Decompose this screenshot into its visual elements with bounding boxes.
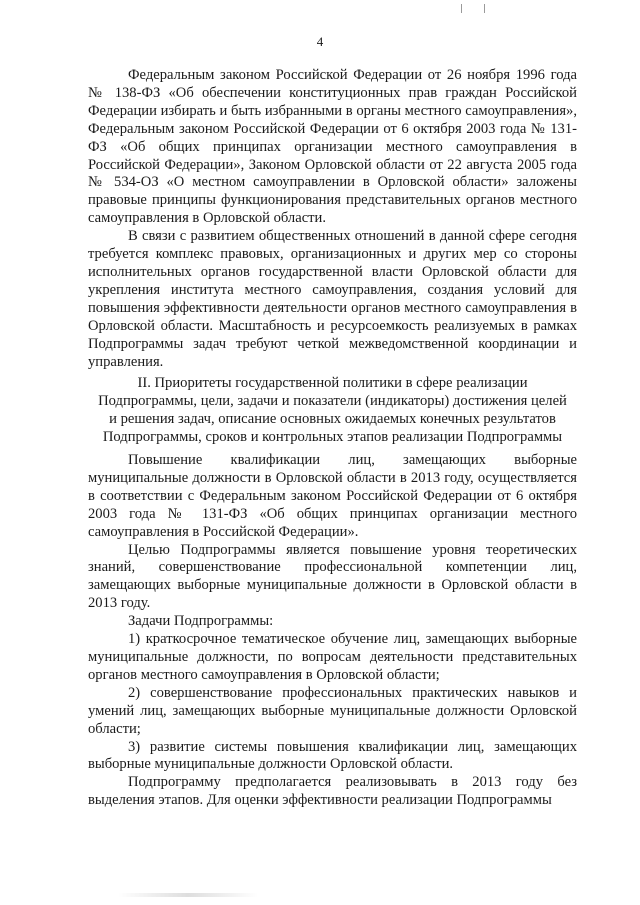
section-heading-line: Подпрограммы, цели, задачи и показатели (индикаторы) достижения целей — [98, 392, 567, 409]
section-heading-line: и решения задач, описание основных ожидаемых конечных результатов — [109, 410, 556, 427]
list-item: 3) развитие системы повышения квалификации лиц, замещающих выборные муниципальные должности Орловской области. — [88, 738, 577, 773]
paragraph: В связи с развитием общественных отношений в данной сфере сегодня требуется комплекс правовых, организационных и других мер со стороны исполнительных органов государственной власти Орловской области для укрепления института местного самоуправления, создания условий для повышения эффективности деятельности органов местного самоуправления в Орловской области. Масштабность и ресурсоемкость реализуемых в рамках Подпрограммы задач требуют четкой межведомственной координации и управления. — [88, 228, 577, 370]
list-item: 2) совершенствование профессиональных практических навыков и умений лиц, замещающих выборные муниципальные должности Орловской области; — [88, 684, 577, 737]
list-item: 1) краткосрочное тематическое обучение лиц, замещающих выборные муниципальные должности, по вопросам деятельности представительных органов местного самоуправления в Орловской области; — [88, 631, 577, 683]
section-heading-line: II. Приоритеты государственной политики в сфере реализации — [137, 375, 528, 391]
scan-artifact — [484, 4, 485, 13]
paragraph: Целью Подпрограммы является повышение уровня теоретических знаний, совершенствование профессиональной компетенции лиц, замещающих выборные муниципальные должности в Орловской области в 2013 году. — [88, 541, 577, 612]
section-heading — [88, 375, 577, 447]
body-text-block — [88, 67, 577, 371]
paragraph: Задачи Подпрограммы: — [128, 613, 274, 630]
paragraph: Подпрограмму предполагается реализовывать в 2013 году без выделения этапов. Для оценки эффективности реализации Подпрограммы — [88, 774, 577, 809]
scan-artifact — [118, 893, 258, 897]
section-heading-line: Подпрограммы, сроков и контрольных этапов реализации Подпрограммы — [102, 428, 563, 445]
scan-artifact — [461, 4, 462, 13]
paragraph: Федеральным законом Российской Федерации от 26 ноября 1996 года № 138-ФЗ «Об обеспечении конституционных прав граждан Российской Федерации избирать и быть избранными в органы местного самоуправления», Федеральным законом Российской Федерации от 6 октября 2003 года № 131-ФЗ «Об общих принципах организации местного самоуправления в Российской Федерации», Законом Орловской области от 22 августа 2005 года № 534-ОЗ «О местном самоуправлении в Орловской области» заложены правовые принципы функционирования представительных органов местного самоуправления в Орловской области. — [88, 67, 577, 227]
paragraph: Повышение квалификации лиц, замещающих выборные муниципальные должности в Орловской области в 2013 году, осуществляется в соответствии с Федеральным законом Российской Федерации от 6 октября 2003 года № 131-ФЗ «Об общих принципах организации местного самоуправления в Российской Федерации». — [88, 452, 577, 540]
body-text-block — [88, 452, 577, 810]
page-number: 4 — [316, 34, 324, 49]
